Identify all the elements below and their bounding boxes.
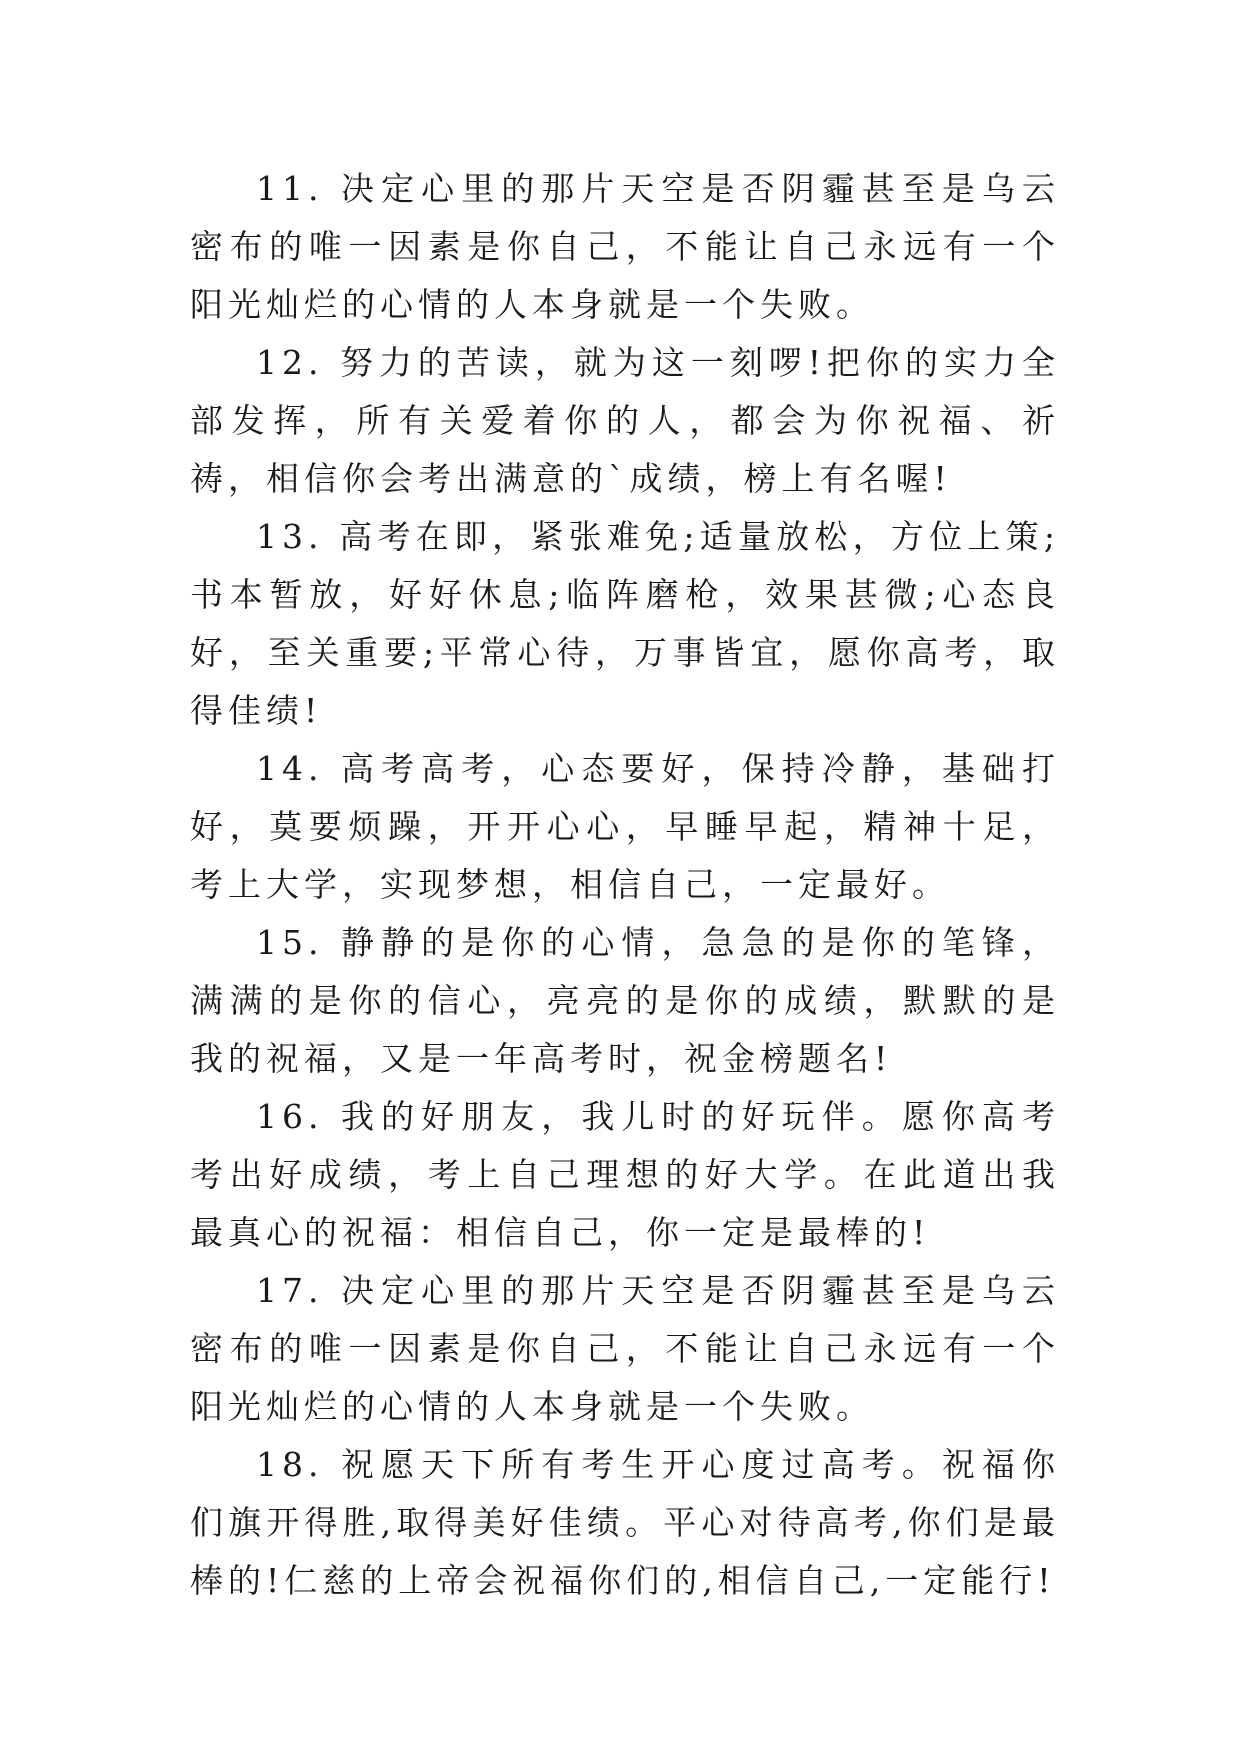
paragraph-16: 16. 我的好朋友，我儿时的好玩伴。愿你高考考出好成绩，考上自己理想的好大学。在此道出我最真心的祝福：相信自己，你一定是最棒的!: [190, 1097, 1060, 1252]
paragraph-13: 13. 高考在即，紧张难免;适量放松，方位上策;书本暂放，好好休息;临阵磨枪，效果甚微;心态良好，至关重要;平常心待，万事皆宜，愿你高考，取得佳绩!: [190, 517, 1060, 730]
paragraph-11: 11. 决定心里的那片天空是否阴霾甚至是乌云密布的唯一因素是你自己，不能让自己永远有一个阳光灿烂的心情的人本身就是一个失败。: [190, 169, 1060, 324]
paragraph-17: 17. 决定心里的那片天空是否阴霾甚至是乌云密布的唯一因素是你自己，不能让自己永远有一个阳光灿烂的心情的人本身就是一个失败。: [190, 1271, 1060, 1426]
paragraph-15: 15. 静静的是你的心情，急急的是你的笔锋，满满的是你的信心，亮亮的是你的成绩，默默的是我的祝福，又是一年高考时，祝金榜题名!: [190, 923, 1060, 1078]
paragraph-18: 18. 祝愿天下所有考生开心度过高考。祝福你们旗开得胜,取得美好佳绩。平心对待高考,你们是最棒的!仁慈的上帝会祝福你们的,相信自己,一定能行!: [190, 1445, 1060, 1600]
document-body: [190, 160, 1060, 1610]
paragraph-12: 12. 努力的苦读，就为这一刻啰!把你的实力全部发挥，所有关爱着你的人，都会为你祝福、祈祷，相信你会考出满意的`成绩，榜上有名喔!: [190, 343, 1060, 498]
paragraph-14: 14. 高考高考，心态要好，保持冷静，基础打好，莫要烦躁，开开心心，早睡早起，精神十足，考上大学，实现梦想，相信自己，一定最好。: [190, 749, 1060, 904]
